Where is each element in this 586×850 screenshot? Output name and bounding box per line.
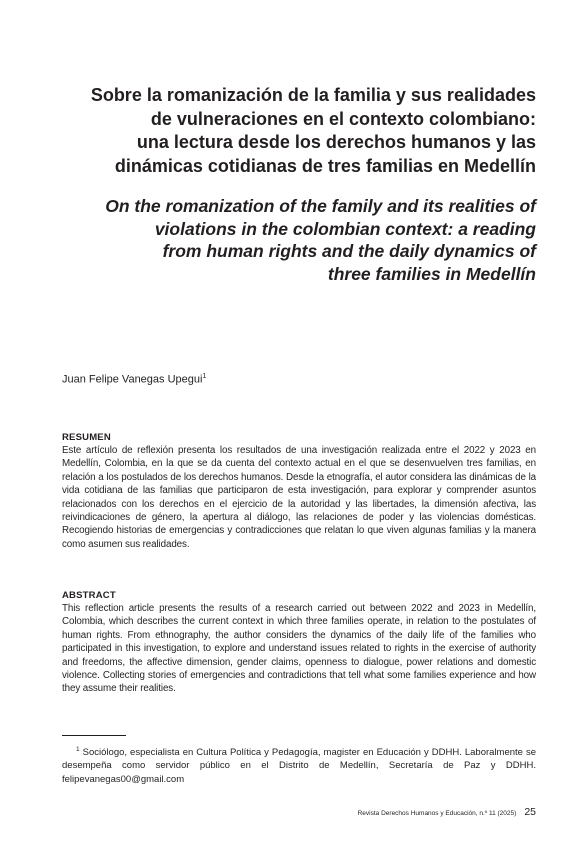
- english-title-line: violations in the colombian context: a reading: [154, 218, 536, 239]
- resumen-heading: RESUMEN: [62, 432, 111, 443]
- footnote: [62, 743, 536, 786]
- author-line: [62, 373, 206, 386]
- footnote-mark: 1: [76, 746, 80, 753]
- english-title: [62, 195, 536, 285]
- spanish-title-line: dinámicas cotidianas de tres familias en Medellín: [114, 155, 536, 176]
- spanish-title-line: una lectura desde los derechos humanos y las: [136, 132, 536, 152]
- spanish-title-line: de vulneraciones en el contexto colombiano:: [150, 108, 536, 129]
- running-footer: [358, 806, 536, 818]
- author-name: Juan Felipe Vanegas Upegui: [62, 373, 203, 386]
- resumen-section: [62, 431, 536, 551]
- footnote-text: Sociólogo, especialista en Cultura Política y Pedagogía, magister en Educación y DDHH. Laboralmente se desempeña como servidor público en el Distrito de Medellín, Secretaría de Paz y DDHH. felipevanegas00@gmail.com: [62, 747, 537, 785]
- journal-citation: Revista Derechos Humanos y Educación, n.º 11 (2025): [357, 810, 517, 817]
- english-title-line: On the romanization of the family and its realities of: [105, 196, 536, 216]
- english-title-line: three families in Medellín: [327, 263, 536, 284]
- abstract-section: [62, 589, 536, 696]
- abstract-heading: ABSTRACT: [62, 590, 116, 601]
- resumen-body: Este artículo de reflexión presenta los resultados de una investigación realizada entre el 2022 y 2023 en Medellín, Colombia, en la que se da cuenta del contexto actual en el que se desenvuelven tres familias, en relación a los postulados de los derechos humanos. Desde la etnografía, el autor considera las dinámicas de la vida cotidiana de las familias que participaron de esta investigación, para explorar y comprender asuntos relacionados con los derechos en el ejercicio de la autoridad y las libertades, la dimensión afectiva, las reivindicaciones de género, la apertura al diálogo, las relaciones de poder y las violencias domésticas. Recogiendo historias de emergencias y contradicciones que relatan lo que viven algunas familias y la manera como asumen sus realidades.: [62, 445, 536, 550]
- abstract-body: This reflection article presents the results of a research carried out between 2022 and 2023 in Medellín, Colombia, which describes the current context in which three families operate, in relation to the postulates of human rights. From ethnography, the author considers the dynamics of the daily life of the families who participated in this investigation, to explore and understand issues related to rights in the exercise of authority and freedoms, the affective dimension, gender claims, openness to dialogue, power relations and domestic violence. Collecting stories of emergencies and contradictions that tell what some families experience and how they assume their realities.: [62, 603, 536, 695]
- english-title-line: from human rights and the daily dynamics of: [162, 241, 536, 261]
- author-footnote-mark: 1: [202, 373, 207, 380]
- footnote-separator: [62, 735, 126, 736]
- spanish-title: [62, 84, 536, 178]
- spanish-title-line: Sobre la romanización de la familia y sus realidades: [90, 85, 536, 105]
- page-number: 25: [524, 806, 536, 818]
